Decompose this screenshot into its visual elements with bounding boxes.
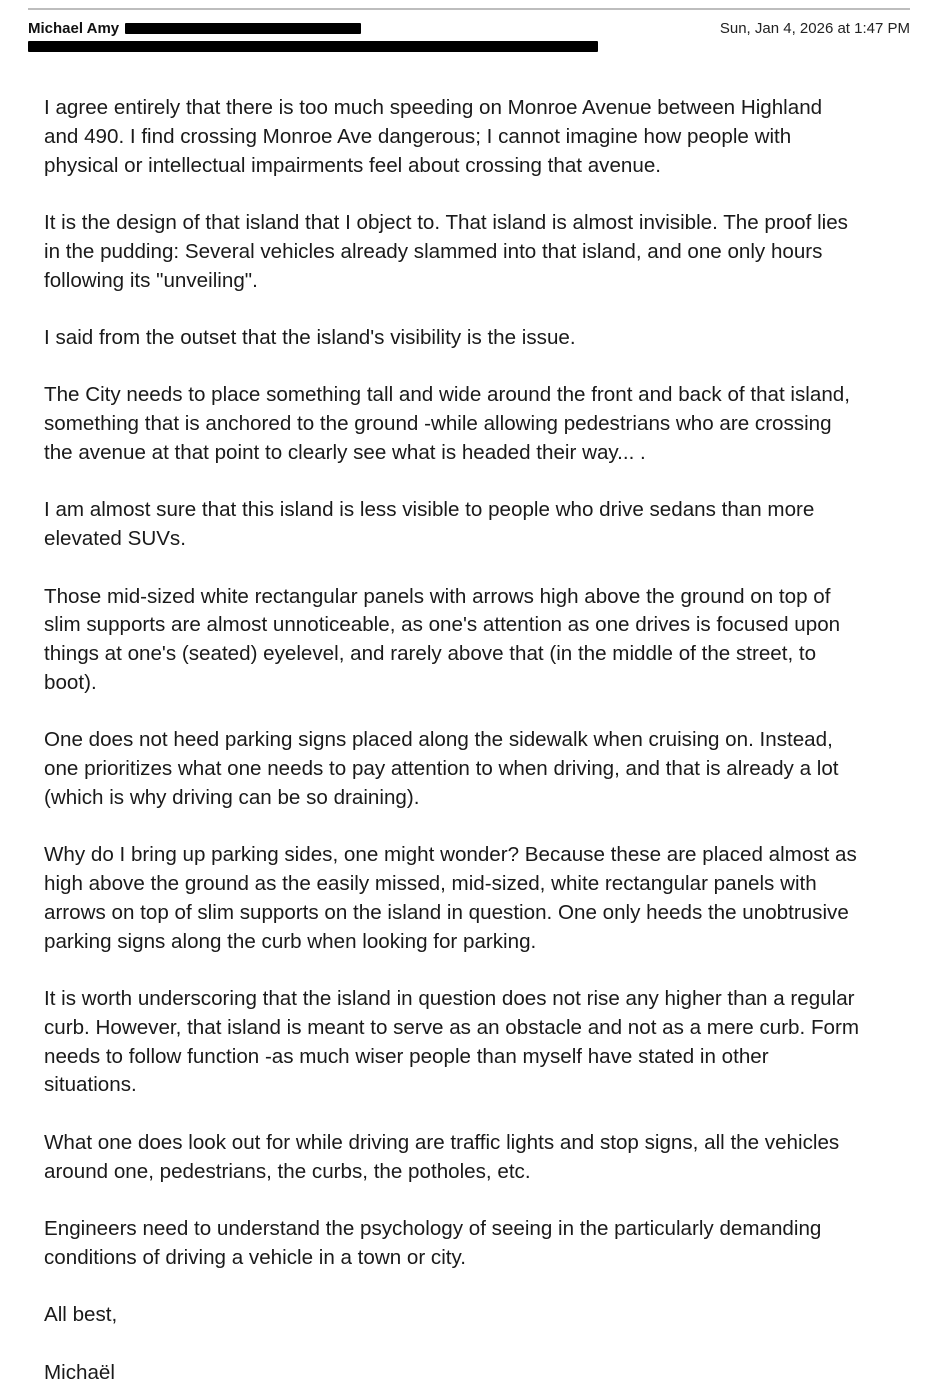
body-paragraph-11: Engineers need to understand the psychology of seeing in the particularly demanding conditions of driving a vehicle in a town or city. [44, 1217, 822, 1269]
email-body [44, 94, 924, 1387]
body-paragraph-7: One does not heed parking signs placed along the sidewalk when cruising on. Instead, one prioritizes what one needs to pay attention to when driving, and that is already a lot (which is why driving can be so draining). [44, 728, 839, 809]
body-paragraph-10: What one does look out for while driving are traffic lights and stop signs, all the vehicles around one, pedestrians, the curbs, the potholes, etc. [44, 1130, 840, 1183]
body-paragraph-6: Those mid-sized white rectangular panels with arrows high above the ground on top of slim supports are almost unnoticeable, as one's attention as one drives is focused upon things at one's (seated) eyelevel, and rarely above that (in the middle of the street, to boot). [44, 584, 841, 694]
signature: Michaël [44, 1360, 115, 1384]
sender-name: Michael Amy [28, 20, 120, 37]
closing-line: All best, [44, 1303, 118, 1327]
body-paragraph-1: I agree entirely that there is too much speeding on Monroe Avenue between Highland and 490. I find crossing Monroe Ave dangerous; I cannot imagine how people with physical or intellectual impairments feel about crossing that avenue. [44, 96, 823, 177]
body-paragraph-9: It is worth underscoring that the island in question does not rise any higher than a regular curb. However, that island is meant to serve as an obstacle and not as a mere curb. Form needs to follow function -as much wiser people than myself have stated in other situations. [44, 987, 859, 1097]
recipients-row [28, 41, 598, 53]
body-paragraph-5: I am almost sure that this island is less visible to people who drive sedans than more elevated SUVs. [44, 498, 815, 551]
header-divider [28, 8, 910, 10]
email-date: Sun, Jan 4, 2026 at 1:47 PM [719, 20, 910, 37]
redacted-recipients [28, 41, 598, 52]
redacted-sender-email [125, 23, 361, 34]
sender-row [28, 20, 361, 37]
body-paragraph-2: It is the design of that island that I object to. That island is almost invisible. The proof lies in the pudding: Several vehicles already slammed into that island, and one only hours following its "unveiling". [44, 210, 848, 292]
email-header [28, 20, 910, 60]
body-paragraph-3: I said from the outset that the island's visibility is the issue. [44, 325, 576, 349]
body-paragraph-8: Why do I bring up parking sides, one might wonder? Because these are placed almost as high above the ground as the easily missed, mid-sized, white rectangular panels with arrows on top of slim supports on the island in question. One only heeds the unobtrusive parking signs along the curb when looking for parking. [44, 843, 857, 953]
body-paragraph-4: The City needs to place something tall and wide around the front and back of that island, something that is anchored to the ground -while allowing pedestrians who are crossing the avenue at that point to clearly see what is headed their way... . [44, 383, 850, 464]
